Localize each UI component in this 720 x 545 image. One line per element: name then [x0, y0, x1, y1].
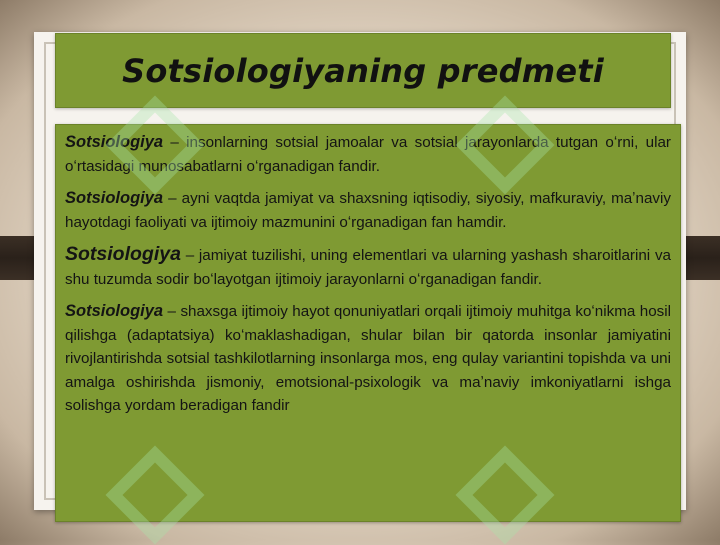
definition-paragraph-2 — [65, 187, 671, 234]
content-panel — [55, 124, 681, 522]
definition-paragraph-3 — [65, 243, 671, 291]
definition-text: – jamiyat tuzilishi, uning elementlari va ularning yashash sharoitlarini va shu tuzumda sodir boʻlayotgan ijtimoiy jarayonlarni oʻrganadigan fandir. — [65, 247, 671, 288]
definition-term: Sotsiologiya — [65, 189, 164, 207]
definition-text: – ayni vaqtda jamiyat va shaxsning iqtisodiy, siyosiy, mafkuraviy, maʼnaviy hayotdagi faoliyati va ijtimoiy mazmunini oʻrganadigan fan hamdir. — [65, 190, 671, 231]
title-panel — [55, 33, 671, 108]
definition-text: – shaxsga ijtimoiy hayot qonuniyatlari orqali ijtimoiy muhitga koʻnikma hosil qilishga (adaptatsiya) koʻmaklashadigan, shular bilan bir qatorda insonlar jamiyatini rivojlantirishda sotsial tashkilotlarning insonlarga mos, eng qulay variantini topishda va uni amalga oshirishda jismoniy, emotsional-psixologik va maʼnaviy imkoniyatlarni ishga solishga yordam beradigan fandir — [65, 303, 671, 414]
definition-term: Sotsiologiya — [65, 302, 164, 320]
definition-text: – insonlarning sotsial jamoalar va sotsial jarayonlarda tutgan oʻrni, ular oʻrtasidagi munosabatlarni oʻrganadigan fandir. — [65, 134, 671, 175]
definition-term: Sotsiologiya — [65, 133, 164, 151]
slide-title: Sotsiologiyaning predmeti — [122, 51, 604, 90]
definition-paragraph-1 — [65, 131, 671, 178]
definition-paragraph-4 — [65, 300, 671, 418]
definition-term: Sotsiologiya — [65, 243, 181, 265]
